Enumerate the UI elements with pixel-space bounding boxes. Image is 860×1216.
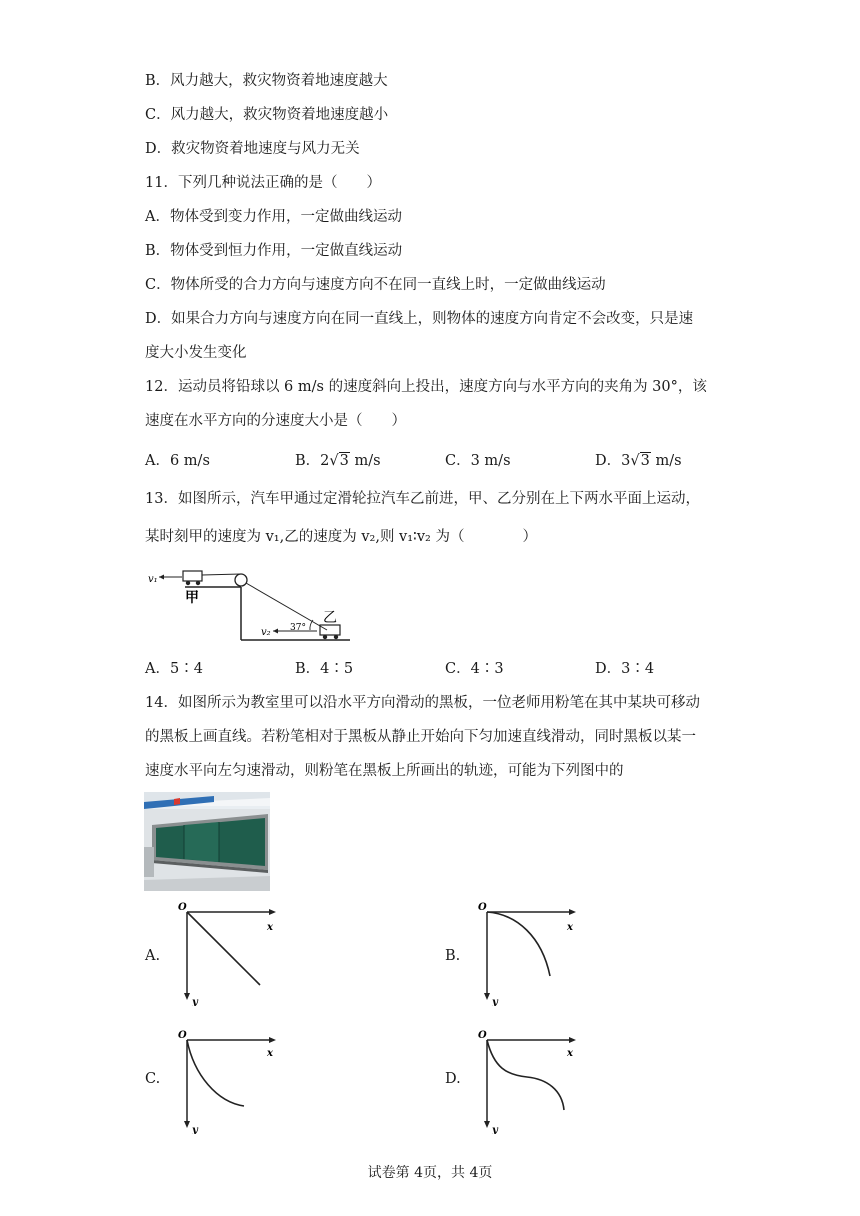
- q11-option-b: B．物体受到恒力作用，一定做直线运动: [145, 243, 403, 259]
- x-label: x: [567, 922, 573, 933]
- classroom-blackboard-photo: [144, 792, 270, 891]
- v1-label: v₁: [148, 574, 158, 585]
- upper-rope: [202, 574, 241, 575]
- y-axis-arrowhead: [184, 1121, 190, 1128]
- q13-pulley-figure: [145, 568, 355, 646]
- origin-label: O: [478, 902, 487, 913]
- v2-arrowhead: [273, 629, 278, 634]
- q13-option-d: D．3∶4: [595, 661, 655, 677]
- trajectory-curve: [187, 1040, 244, 1106]
- q14-graph-b: [472, 902, 582, 1006]
- car-jia-icon: [183, 571, 202, 585]
- q12-option-c: C．3 m/s: [445, 453, 511, 469]
- x-axis-arrowhead: [569, 1037, 576, 1043]
- q13-stem-line1: 13．如图所示，汽车甲通过定滑轮拉汽车乙前进，甲、乙分别在上下两水平面上运动，: [145, 491, 700, 507]
- y-axis-arrowhead: [484, 993, 490, 1000]
- q11-option-d-line2: 度大小发生变化: [145, 345, 247, 361]
- trajectory-curve: [487, 912, 550, 976]
- q11-option-c: C．物体所受的合力方向与速度方向不在同一直线上时，一定做曲线运动: [145, 277, 606, 293]
- q12-option-a: A．6 m/s: [145, 453, 210, 469]
- car-jia-label: 甲: [185, 590, 199, 606]
- y-label: y: [192, 997, 198, 1006]
- q12-option-d: [595, 451, 682, 471]
- y-axis-arrowhead: [484, 1121, 490, 1128]
- q13-option-a: A．5∶4: [145, 661, 203, 677]
- x-label: x: [567, 1048, 573, 1059]
- q10-option-b: B．风力越大，救灾物资着地速度越大: [145, 73, 388, 89]
- q12-stem-line2: 速度在水平方向的分速度大小是（ ）: [145, 413, 406, 429]
- q12-option-d-radicand: 3: [640, 453, 650, 469]
- q14-stem-line2: 的黑板上画直线。若粉笔相对于黑板从静止开始向下匀加速直线滑动，同时黑板以某一: [145, 729, 696, 745]
- q14-option-c-label: C.: [145, 1071, 161, 1087]
- sqrt-sign: √3: [630, 453, 650, 469]
- car-yi-label: 乙: [323, 610, 337, 626]
- q14-stem-line3: 速度水平向左匀速滑动，则粉笔在黑板上所画出的轨迹，可能为下列图中的: [145, 763, 624, 779]
- q12-stem-line1: 12．运动员将铅球以 6 m/s 的速度斜向上投出，速度方向与水平方向的夹角为 30°，该: [145, 379, 707, 395]
- x-axis-arrowhead: [269, 909, 276, 915]
- q14-option-d-label: D.: [445, 1071, 461, 1087]
- angle-label: 37°: [290, 623, 306, 633]
- q14-option-a-label: A.: [145, 948, 161, 964]
- v2-label: v₂: [261, 627, 271, 638]
- q12-option-b: [295, 451, 381, 471]
- trajectory-curve: [187, 912, 260, 985]
- v1-arrowhead: [159, 575, 164, 580]
- q10-option-d: D．救灾物资着地速度与风力无关: [145, 141, 360, 157]
- y-label: y: [492, 997, 498, 1006]
- q11-stem: 11．下列几种说法正确的是（ ）: [145, 175, 381, 191]
- q13-option-b: B．4∶5: [295, 661, 354, 677]
- q12-option-d-prefix: D．3: [595, 453, 631, 469]
- origin-label: O: [178, 1030, 187, 1041]
- q11-option-d-line1: D．如果合力方向与速度方向在同一直线上，则物体的速度方向肯定不会改变，只是速: [145, 311, 694, 327]
- q11-option-a: A．物体受到变力作用，一定做曲线运动: [145, 209, 402, 225]
- q13-stem-line2: 某时刻甲的速度为 v₁,乙的速度为 v₂,则 v₁∶v₂ 为（ ）: [145, 529, 537, 545]
- x-axis-arrowhead: [269, 1037, 276, 1043]
- origin-label: O: [178, 902, 187, 913]
- y-label: y: [192, 1125, 198, 1134]
- page-footer: 试卷第 4页，共 4页: [367, 1165, 493, 1181]
- q14-graph-c: [172, 1030, 282, 1134]
- x-label: x: [267, 922, 273, 933]
- sqrt-sign: √3: [329, 453, 349, 469]
- trajectory-curve: [487, 1040, 564, 1110]
- x-label: x: [267, 1048, 273, 1059]
- y-label: y: [492, 1125, 498, 1134]
- inclined-rope: [246, 583, 327, 630]
- q12-option-b-prefix: B．2: [295, 453, 330, 469]
- q14-stem-line1: 14．如图所示为教室里可以沿水平方向滑动的黑板，一位老师用粉笔在其中某块可移动: [145, 695, 700, 711]
- q12-option-b-unit: m/s: [349, 453, 381, 469]
- q10-option-c: C．风力越大，救灾物资着地速度越小: [145, 107, 389, 123]
- y-axis-arrowhead: [184, 993, 190, 1000]
- q14-option-b-label: B.: [445, 948, 461, 964]
- q14-graph-d: [472, 1030, 582, 1134]
- q14-graph-a: [172, 902, 282, 1006]
- origin-label: O: [478, 1030, 487, 1041]
- x-axis-arrowhead: [569, 909, 576, 915]
- q12-option-d-unit: m/s: [650, 453, 682, 469]
- pulley-icon: [235, 574, 247, 586]
- q13-option-c: C．4∶3: [445, 661, 504, 677]
- q12-option-b-radicand: 3: [339, 453, 349, 469]
